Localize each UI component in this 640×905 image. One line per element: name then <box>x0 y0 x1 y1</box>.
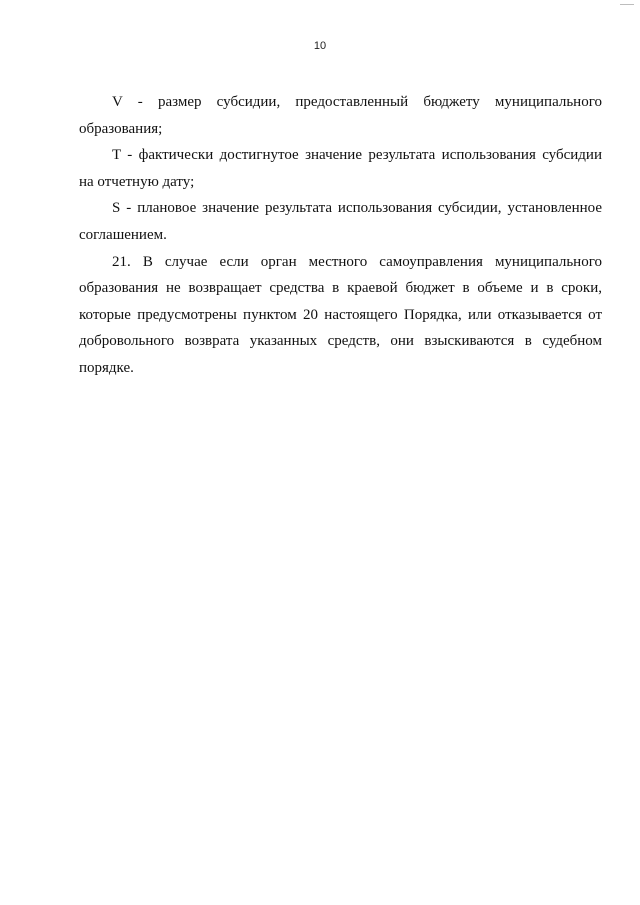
document-body <box>79 89 602 382</box>
paragraph-v-definition: V - размер субсидии, предоставленный бюджету муниципального образования; <box>79 94 602 137</box>
corner-mark <box>620 4 634 5</box>
paragraph-s-definition: S - плановое значение результата использования субсидии, установленное соглашением. <box>79 200 602 243</box>
page-number: 10 <box>313 40 327 52</box>
paragraph-t-definition: T - фактически достигнутое значение результата использования субсидии на отчетную дату; <box>79 147 602 190</box>
paragraph-21: 21. В случае если орган местного самоуправления муниципального образования не возвращает средства в краевой бюджет в объеме и в сроки, которые предусмотрены пунктом 20 настоящего Порядка, или отказывается от добровольного возврата указанных средств, они взыскиваются в судебном порядке. <box>79 253 602 376</box>
